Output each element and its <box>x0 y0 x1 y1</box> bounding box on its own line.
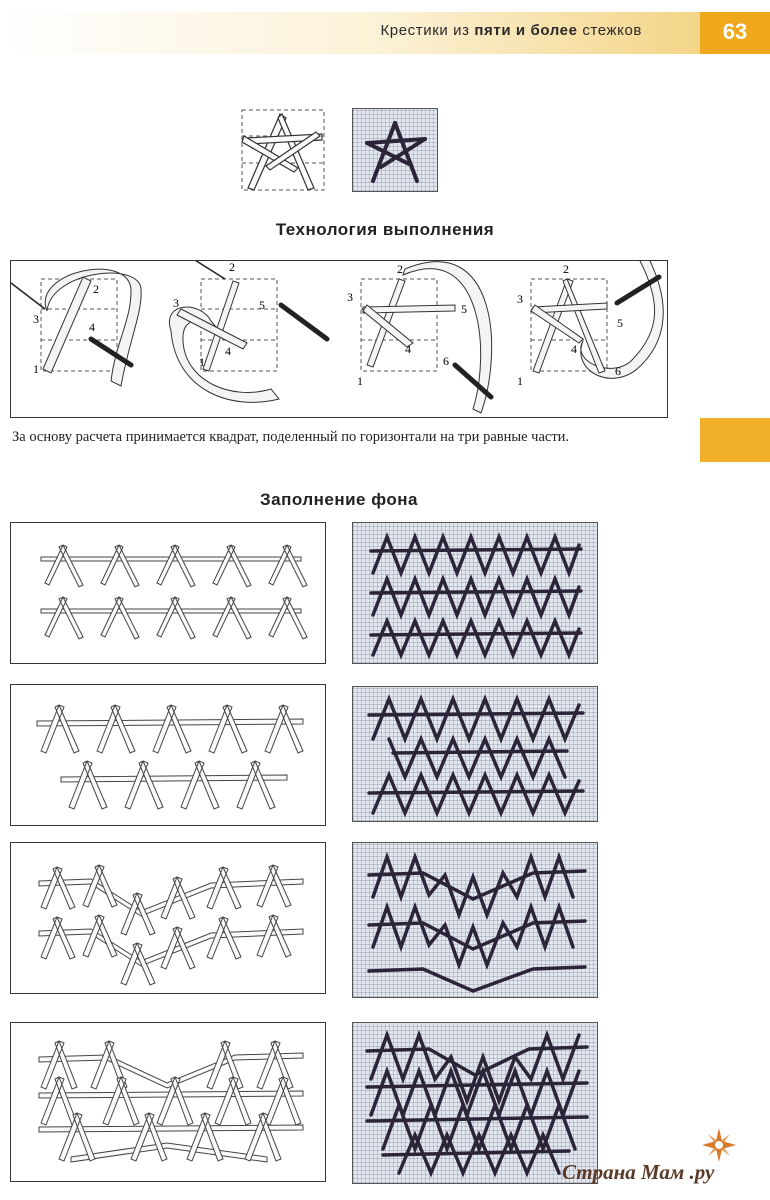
svg-text:2: 2 <box>563 262 569 276</box>
pattern-1-photo <box>352 522 598 664</box>
svg-text:6: 6 <box>615 364 621 378</box>
svg-text:3: 3 <box>173 296 179 310</box>
technique-step-3 <box>347 262 492 413</box>
svg-text:4: 4 <box>89 320 95 334</box>
side-tab <box>700 418 770 462</box>
fill-heading: Заполнение фона <box>259 490 418 509</box>
svg-text:3: 3 <box>347 290 353 304</box>
svg-text:3: 3 <box>517 292 523 306</box>
svg-text:4: 4 <box>405 342 411 356</box>
technique-heading: Технология выполнения <box>275 220 495 239</box>
pattern-1-diagram <box>10 522 326 664</box>
svg-text:4: 4 <box>571 342 577 356</box>
pattern-2-diagram <box>10 684 326 826</box>
svg-text:1: 1 <box>357 374 363 388</box>
svg-text:1: 1 <box>517 374 523 388</box>
watermark-star-icon <box>702 1128 736 1162</box>
pattern-4-diagram <box>10 1022 326 1182</box>
svg-text:3: 3 <box>33 312 39 326</box>
running-head: Крестики из пяти и более стежков <box>380 22 642 39</box>
technique-steps-frame <box>10 260 668 418</box>
svg-text:1: 1 <box>33 362 39 376</box>
pattern-3-diagram <box>10 842 326 994</box>
star-diagram <box>240 108 326 192</box>
caption-text: За основу расчета принимается квадрат, поделенный по горизонтали на три равные части. <box>12 429 570 445</box>
page-number: 63 <box>700 12 770 54</box>
pattern-2-photo <box>352 686 598 822</box>
technique-step-4 <box>517 261 663 388</box>
svg-text:5: 5 <box>617 316 623 330</box>
pattern-3-photo <box>352 842 598 998</box>
svg-text:1: 1 <box>199 355 205 369</box>
technique-step-1 <box>11 269 141 386</box>
svg-text:4: 4 <box>225 344 231 358</box>
star-photo <box>352 108 438 192</box>
svg-text:2: 2 <box>229 261 235 274</box>
svg-text:5: 5 <box>259 298 265 312</box>
technique-step-2 <box>169 261 327 402</box>
svg-text:2: 2 <box>397 262 403 276</box>
svg-text:2: 2 <box>93 282 99 296</box>
svg-text:6: 6 <box>443 354 449 368</box>
svg-text:5: 5 <box>461 302 467 316</box>
watermark-text: Страна Мам .ру <box>562 1160 715 1184</box>
